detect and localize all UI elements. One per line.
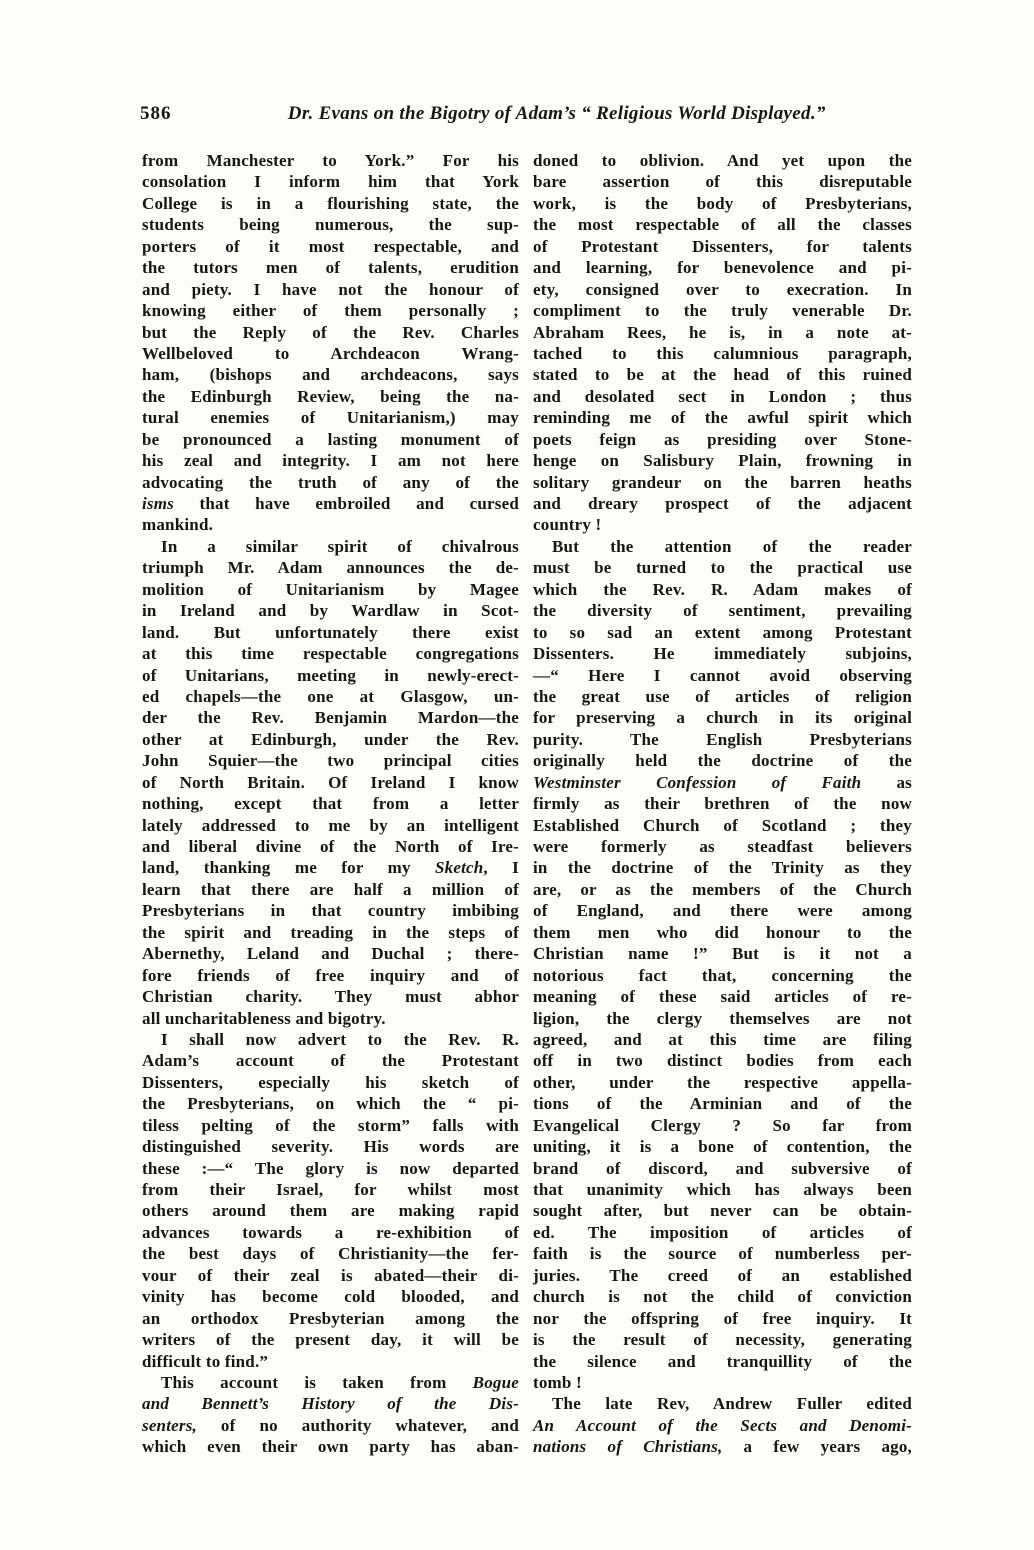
text-line [142, 150, 519, 171]
italic-text-run: Westminster Confession of Faith [533, 772, 862, 792]
text-run: that unanimity which has always been [533, 1180, 912, 1199]
text-run: of Unitarians, meeting in newly-erect- [142, 665, 519, 685]
text-run: But the attention of the reader [552, 536, 912, 556]
text-run: purity. The English Presbyterians [533, 729, 912, 749]
text-run: church is not the child of conviction [533, 1287, 912, 1307]
text-run: consolation I inform him that York [142, 172, 519, 192]
text-line [142, 1158, 519, 1179]
text-run: are, or as the members of the Church [533, 879, 912, 899]
text-line [142, 729, 519, 750]
text-run: work, is the body of Presbyterians, [533, 193, 912, 213]
text-line [142, 1008, 519, 1029]
text-line [533, 686, 912, 707]
text-line [142, 322, 519, 343]
text-run: of North Britain. Of Ireland I know [142, 772, 519, 792]
text-line [533, 879, 912, 900]
text-line [142, 707, 519, 728]
text-run: students being numerous, the sup- [142, 215, 519, 235]
text-line [533, 300, 912, 321]
text-line [533, 193, 912, 214]
text-line [533, 1372, 912, 1393]
text-line [533, 922, 912, 943]
text-run: for preserving a church in its original [533, 708, 912, 728]
text-run: the silence and tranquillity of the [533, 1351, 912, 1371]
text-line [142, 450, 519, 471]
text-line [533, 1393, 912, 1414]
text-line [142, 1200, 519, 1221]
text-line [142, 1050, 519, 1071]
text-run: —“ Here I cannot avoid observing [533, 665, 912, 685]
text-run: faith is the source of numberless per- [533, 1244, 912, 1264]
text-run: which the Rev. R. Adam makes of [533, 579, 912, 599]
paragraph [533, 1393, 912, 1457]
text-run: other, under the respective appella- [533, 1072, 912, 1092]
text-run: Abraham Rees, he is, in a note at- [533, 322, 912, 342]
text-run: tomb ! [533, 1372, 582, 1392]
text-run: ham, (bishops and archdeacons, says [142, 365, 519, 385]
italic-text-run: senters, [142, 1415, 197, 1435]
paragraph [142, 1372, 519, 1458]
text-line [533, 1286, 912, 1307]
text-run: der the Rev. Benjamin Mardon—the [142, 708, 519, 728]
text-line [533, 257, 912, 278]
text-run: This account is taken from [161, 1372, 473, 1392]
text-run: difficult to find.” [142, 1351, 269, 1371]
text-run: others around them are making rapid [142, 1201, 519, 1221]
text-line [142, 214, 519, 235]
text-column-left [142, 150, 519, 1458]
text-line [533, 665, 912, 686]
text-line [533, 900, 912, 921]
text-line [533, 1136, 912, 1157]
paragraph [142, 536, 519, 1029]
text-run: uniting, it is a bone of contention, the [533, 1137, 912, 1157]
text-run: lately addressed to me by an intelligent [142, 815, 519, 835]
text-run: other at Edinburgh, under the Rev. [142, 729, 519, 749]
text-run: is the result of necessity, generating [533, 1330, 912, 1350]
text-run: notorious fact that, concerning the [533, 965, 912, 985]
text-line [142, 965, 519, 986]
text-run: nor the offspring of free inquiry. It [533, 1308, 912, 1328]
text-line [142, 879, 519, 900]
text-run: his zeal and integrity. I am not here [142, 451, 519, 471]
text-run: tached to this calumnious paragraph, [533, 343, 912, 363]
text-line [533, 793, 912, 814]
text-run: originally held the doctrine of the [533, 751, 912, 771]
text-run: and learning, for benevolence and pi- [533, 258, 912, 278]
text-line [533, 579, 912, 600]
text-line [533, 536, 912, 557]
text-run: the great use of articles of religion [533, 686, 912, 706]
text-line [533, 1436, 912, 1457]
text-run: tiless pelting of the storm” falls with [142, 1115, 519, 1135]
text-line [533, 1050, 912, 1071]
text-line [142, 257, 519, 278]
text-line [533, 1072, 912, 1093]
italic-text-run: and Bennett’s History of the Dis- [142, 1394, 519, 1414]
text-line [533, 236, 912, 257]
text-run: solitary grandeur on the barren heaths [533, 472, 912, 492]
text-line [533, 386, 912, 407]
text-line [142, 986, 519, 1007]
text-line [142, 300, 519, 321]
text-run: of England, and there were among [533, 901, 912, 921]
text-run: in Ireland and by Wardlaw in Scot- [142, 601, 519, 621]
text-run: compliment to the truly venerable Dr. [533, 301, 912, 321]
text-line [142, 922, 519, 943]
text-line [533, 279, 912, 300]
text-line [533, 343, 912, 364]
text-line [533, 600, 912, 621]
text-run: Christian name !” But is it not a [533, 944, 912, 964]
text-line [533, 986, 912, 1007]
text-run: advocating the truth of any of the [142, 472, 519, 492]
text-run: and liberal divine of the North of Ire- [142, 837, 519, 856]
text-run: as [861, 772, 912, 792]
text-line [533, 1008, 912, 1029]
text-line [533, 943, 912, 964]
text-line [142, 236, 519, 257]
text-run: the most respectable of all the classes [533, 215, 912, 235]
text-run: Dissenters, especially his sketch of [142, 1072, 519, 1092]
text-line [142, 750, 519, 771]
text-line [142, 429, 519, 450]
text-line [142, 1372, 519, 1393]
text-run: off in two distinct bodies from each [533, 1051, 912, 1071]
text-line [533, 622, 912, 643]
italic-text-run: nations of Christians, [533, 1437, 723, 1457]
text-run: all uncharitableness and bigotry. [142, 1008, 386, 1028]
page-number: 586 [140, 103, 172, 124]
text-line [142, 386, 519, 407]
text-run: stated to be at the head of this ruined [533, 365, 912, 385]
text-line [142, 793, 519, 814]
text-run: firmly as their brethren of the now [533, 794, 912, 814]
text-run: the diversity of sentiment, prevailing [533, 601, 912, 621]
running-title: Dr. Evans on the Bigotry of Adam’s “ Religious World Displayed.” [287, 103, 826, 124]
text-run: learn that there are half a million of [142, 879, 519, 899]
text-line [533, 707, 912, 728]
text-run: and desolated sect in London ; thus [533, 386, 912, 406]
text-line [142, 279, 519, 300]
text-line [533, 1222, 912, 1243]
text-line [142, 1136, 519, 1157]
text-line [142, 171, 519, 192]
paragraph [533, 150, 912, 536]
text-run: and piety. I have not the honour of [142, 279, 519, 299]
text-line [533, 171, 912, 192]
text-run: country ! [533, 515, 602, 535]
text-run: Abernethy, Leland and Duchal ; there- [142, 944, 519, 964]
text-run: vinity has become cold blooded, and [142, 1287, 519, 1307]
text-line [533, 1265, 912, 1286]
text-line [533, 750, 912, 771]
text-line [533, 472, 912, 493]
text-line [142, 407, 519, 428]
text-run: Presbyterians in that country imbibing [142, 901, 519, 921]
italic-text-run: Sketch [434, 858, 484, 878]
text-run: which even their own party has aban- [142, 1437, 519, 1457]
text-line [142, 622, 519, 643]
text-run: were formerly as steadfast believers [533, 837, 912, 856]
text-run: The late Rev, Andrew Fuller edited [552, 1394, 912, 1414]
text-line [142, 943, 519, 964]
text-run: fore friends of free inquiry and of [142, 965, 519, 985]
text-line [533, 1093, 912, 1114]
running-head [140, 103, 916, 125]
text-run: them men who did honour to the [533, 922, 912, 942]
text-line [142, 900, 519, 921]
text-line [142, 1329, 519, 1350]
text-line [142, 643, 519, 664]
text-run: henge on Salisbury Plain, frowning in [533, 451, 912, 471]
text-run: tural enemies of Unitarianism,) may [142, 408, 519, 428]
text-run: vour of their zeal is abated—their di- [142, 1265, 519, 1285]
text-line [533, 407, 912, 428]
text-run: agreed, and at this time are filing [533, 1029, 912, 1049]
text-run: that have embroiled and cursed [173, 494, 519, 513]
text-run: sought after, but never can be obtain- [533, 1201, 912, 1221]
paragraph [142, 150, 519, 536]
italic-text-run: Bogue [472, 1372, 519, 1392]
text-line [142, 1072, 519, 1093]
text-line [142, 1351, 519, 1372]
text-line [533, 1029, 912, 1050]
italic-text-run: isms [142, 494, 174, 513]
text-run: John Squier—the two principal cities [142, 751, 519, 771]
text-run: an orthodox Presbyterian among the [142, 1308, 519, 1328]
text-line [533, 772, 912, 793]
text-run: distinguished severity. His words are [142, 1137, 519, 1157]
text-line [533, 1179, 912, 1200]
text-line [142, 600, 519, 621]
text-line [142, 557, 519, 578]
text-run: the best days of Christianity—the fer- [142, 1244, 519, 1264]
text-line [142, 343, 519, 364]
text-line [142, 1179, 519, 1200]
text-line [142, 1222, 519, 1243]
text-run: ligion, the clergy themselves are not [533, 1008, 912, 1028]
text-line [533, 322, 912, 343]
text-run: the tutors men of talents, erudition [142, 258, 519, 278]
text-line [142, 686, 519, 707]
text-line [142, 1265, 519, 1286]
text-run: writers of the present day, it will be [142, 1330, 519, 1350]
text-run: In a similar spirit of chivalrous [161, 536, 519, 556]
text-run: but the Reply of the Rev. Charles [142, 322, 519, 342]
text-line [533, 836, 912, 857]
text-line [533, 1200, 912, 1221]
text-run: and dreary prospect of the adjacent [533, 494, 912, 513]
text-line [533, 493, 912, 514]
text-run: to so sad an extent among Protestant [533, 622, 912, 642]
text-run: reminding me of the awful spirit which [533, 408, 912, 428]
text-run: Evangelical Clergy ? So far from [533, 1115, 912, 1135]
text-line [142, 1393, 519, 1414]
text-line [533, 1415, 912, 1436]
text-run: from their Israel, for whilst most [142, 1180, 519, 1199]
text-line [533, 150, 912, 171]
text-run: from Manchester to York.” For his [142, 151, 519, 170]
text-run: tions of the Arminian and of the [533, 1094, 912, 1114]
text-run: ed chapels—the one at Glasgow, un- [142, 686, 519, 706]
text-line [533, 729, 912, 750]
text-line [533, 643, 912, 664]
text-line [142, 857, 519, 878]
text-run: bare assertion of this disreputable [533, 172, 912, 192]
text-run: of no authority whatever, and [196, 1415, 519, 1435]
text-line [533, 857, 912, 878]
text-line [533, 514, 912, 535]
text-line [533, 1115, 912, 1136]
text-line [142, 1093, 519, 1114]
text-line [142, 1436, 519, 1457]
text-line [533, 1308, 912, 1329]
text-run: a few years ago, [722, 1437, 912, 1457]
text-line [142, 1415, 519, 1436]
text-run: poets feign as presiding over Stone- [533, 429, 912, 449]
paragraph [142, 1029, 519, 1372]
text-line [142, 1286, 519, 1307]
text-run: doned to oblivion. And yet upon the [533, 151, 912, 170]
text-line [142, 836, 519, 857]
text-line [533, 557, 912, 578]
text-run: mankind. [142, 515, 214, 535]
text-line [533, 214, 912, 235]
text-line [142, 579, 519, 600]
text-run: at this time respectable congregations [142, 644, 519, 664]
text-run: Established Church of Scotland ; they [533, 815, 912, 835]
text-line [142, 665, 519, 686]
text-line [142, 536, 519, 557]
text-column-right [533, 150, 912, 1458]
paragraph [533, 536, 912, 1394]
text-line [142, 493, 519, 514]
text-line [142, 815, 519, 836]
text-line [142, 1243, 519, 1264]
text-run: brand of discord, and subversive of [533, 1158, 912, 1178]
text-line [142, 1029, 519, 1050]
text-run: Adam’s account of the Protestant [142, 1051, 519, 1071]
text-line [142, 364, 519, 385]
text-run: ety, consigned over to execration. In [533, 279, 912, 299]
text-run: triumph Mr. Adam announces the de- [142, 558, 519, 578]
text-line [142, 772, 519, 793]
text-run: advances towards a re-exhibition of [142, 1222, 519, 1242]
text-line [142, 1308, 519, 1329]
text-run: porters of it most respectable, and [142, 236, 519, 256]
text-line [533, 1158, 912, 1179]
text-line [142, 472, 519, 493]
text-run: of Protestant Dissenters, for talents [533, 236, 912, 256]
text-line [533, 815, 912, 836]
text-run: land. But unfortunately there exist [142, 622, 519, 642]
text-run: land, thanking me for my [142, 858, 435, 878]
text-run: knowing either of them personally ; [142, 301, 519, 321]
text-line [533, 1243, 912, 1264]
text-run: College is in a flourishing state, the [142, 193, 519, 213]
text-run: Wellbeloved to Archdeacon Wrang- [142, 343, 519, 363]
text-line [142, 193, 519, 214]
text-run: must be turned to the practical use [533, 558, 912, 578]
italic-text-run: An Account of the Sects and Denomi- [533, 1415, 912, 1435]
text-run: in the doctrine of the Trinity as they [533, 858, 912, 878]
text-run: the Edinburgh Review, being the na- [142, 386, 519, 406]
text-run: I shall now advert to the Rev. R. [161, 1029, 519, 1049]
text-run: Dissenters. He immediately subjoins, [533, 644, 912, 664]
text-run: nothing, except that from a letter [142, 794, 519, 814]
text-run: molition of Unitarianism by Magee [142, 579, 519, 599]
text-run: ed. The imposition of articles of [533, 1222, 912, 1242]
text-run: the spirit and treading in the steps of [142, 922, 519, 942]
text-line [533, 965, 912, 986]
text-run: Christian charity. They must abhor [142, 987, 519, 1007]
text-line [533, 450, 912, 471]
text-run: these :—“ The glory is now departed [142, 1158, 519, 1178]
text-run: , I [483, 858, 519, 878]
text-run: meaning of these said articles of re- [533, 987, 912, 1007]
text-run: be pronounced a lasting monument of [142, 429, 519, 449]
text-line [533, 1329, 912, 1350]
text-line [533, 1351, 912, 1372]
text-line [533, 364, 912, 385]
text-line [533, 429, 912, 450]
text-run: juries. The creed of an established [533, 1265, 912, 1285]
text-line [142, 514, 519, 535]
text-run: the Presbyterians, on which the “ pi- [142, 1094, 519, 1114]
text-line [142, 1115, 519, 1136]
